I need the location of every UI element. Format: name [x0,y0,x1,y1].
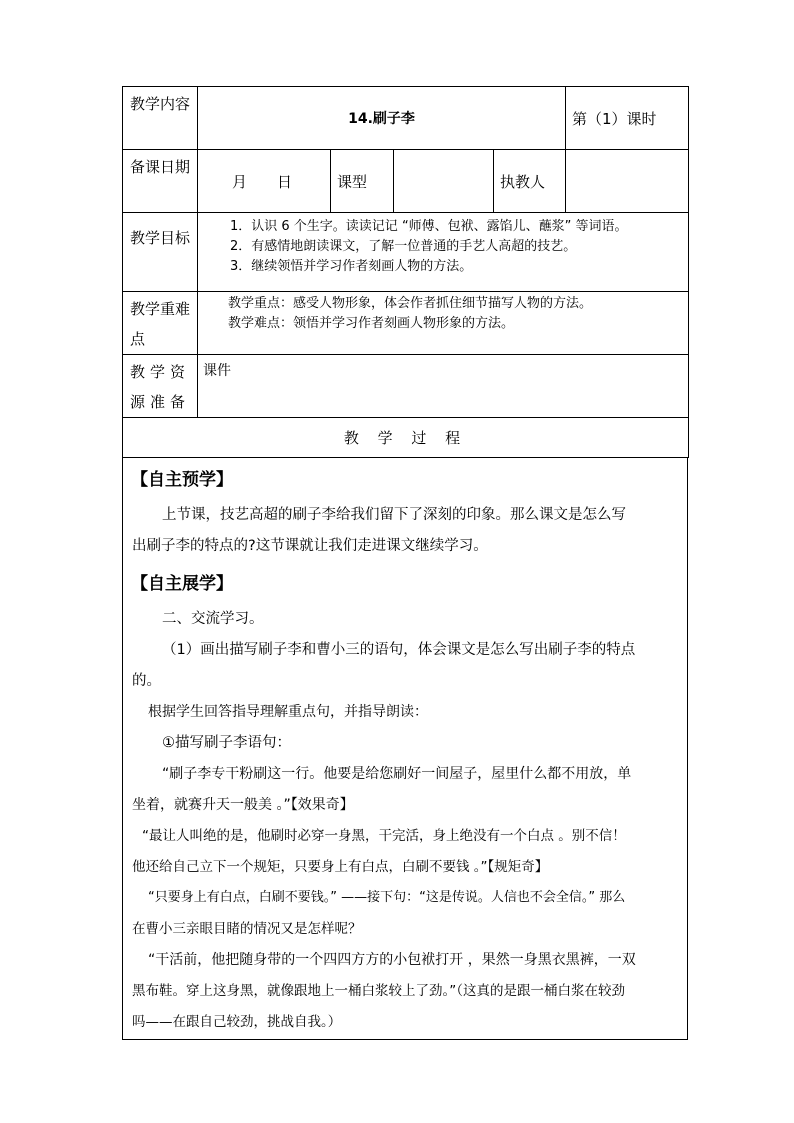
goals-label: 教学目标 [123,213,198,292]
section-title-preview: 【自主预学】 [131,470,233,490]
paragraph: 出刷子李的特点的?这节课就让我们走进课文继续学习。 [132,538,488,554]
quote: 他还给自己立下一个规矩，只要身上有白点，白刷不要钱 。”【规矩奇】 [132,859,549,875]
resources-label: 教学资源准备 [123,355,198,418]
goal-item: 3．继续领悟并学习作者刻画人物的方法。 [230,259,473,274]
paragraph: 二、交流学习。 [162,611,264,627]
lesson-plan-table [122,86,689,458]
goal-item: 2．有感情地朗读课文，了解一位普通的手艺人高超的技艺。 [230,239,577,254]
keys-list [198,292,689,355]
resources-value: 课件 [198,355,689,418]
keys-label: 教学重难点 [123,292,198,355]
quote: “干活前，他把随身带的一个四四方方的小包袱打开 ，果然一身黑衣黑裤，一双 [148,952,636,968]
goals-list [198,213,689,292]
paragraph: ①描写刷子李语句： [162,735,291,751]
type-label: 课型 [331,150,394,213]
date-label: 备课日期 [123,150,198,213]
section-title-show: 【自主展学】 [131,574,233,594]
quote: “刷子李专干粉刷这一行。他要是给您刷好一间屋子，屋里什么都不用放，单 [162,766,632,782]
quote: 在曹小三亲眼目睹的情况又是怎样呢？ [132,921,362,937]
quote: 坐着，就赛升天一般美 。”【效果奇】 [132,797,354,813]
quote: 吗——在跟自己较劲，挑战自我。） [132,1014,342,1030]
date-value: 月 日 [198,150,331,213]
teacher-value [566,150,689,213]
paragraph: （1）画出描写刷子李和曹小三的语句，体会课文是怎么写出刷子李的特点 [162,642,636,658]
paragraph: 的。 [132,673,161,689]
type-value [394,150,494,213]
quote: “最让人叫绝的是，他刷时必穿一身黑，干完活，身上绝没有一个白点 。别不信！ [142,828,626,844]
lesson-plan [122,86,688,1040]
quote: 黑布鞋。穿上这身黑，就像跟地上一桶白浆较上了劲。”（这真的是跟一桶白浆在较劲 [132,983,625,999]
paragraph: 根据学生回答指导理解重点句，并指导朗读： [148,704,428,720]
teacher-label: 执教人 [494,150,566,213]
period-label: 第（1）课时 [566,87,689,150]
key-item: 教学难点：领悟并学习作者刻画人物形象的方法。 [228,316,515,331]
process-body [122,458,688,1040]
quote: “只要身上有白点，白刷不要钱。” ——接下句：“这是传说。人信也不会全信。” 那么 [148,890,626,905]
goal-item: 1．认识 6 个生字。读读记记 “师傅、包袱、露馅儿、蘸浆” 等词语。 [230,219,628,234]
content-label: 教学内容 [123,87,198,150]
process-header: 教 学 过 程 [123,418,689,458]
lesson-title: 14.刷子李 [198,87,566,150]
key-item: 教学重点：感受人物形象，体会作者抓住细节描写人物的方法。 [228,296,593,311]
paragraph: 上节课，技艺高超的刷子李给我们留下了深刻的印象。那么课文是怎么写 [162,507,626,523]
